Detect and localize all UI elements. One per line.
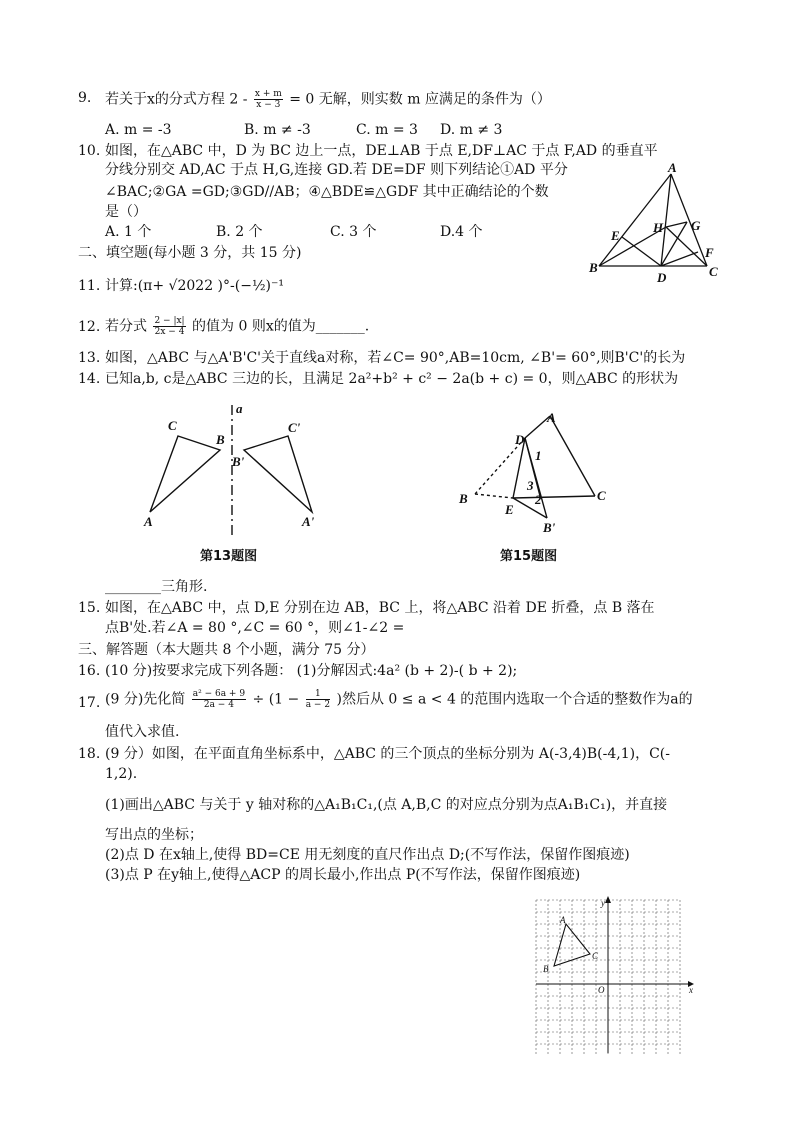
label-b-prime: B' <box>232 454 245 469</box>
question-10-figure <box>585 160 725 285</box>
question-17-fraction-2 <box>306 689 330 710</box>
question-13-text: 如图，△ABC 与△A'B'C'关于直线a对称，若∠C= 90°,AB=10cm, ∠B'= 60°,则B'C'的长为 <box>105 350 686 366</box>
fraction-denominator: 2x − 4 <box>154 327 185 337</box>
label-e: E <box>611 228 620 243</box>
label-c: C <box>709 264 718 279</box>
question-9-option-b: B. m ≠ -3 <box>244 122 311 138</box>
label-axis-a: a <box>236 401 243 416</box>
question-10-number: 10. <box>78 143 101 159</box>
label-f: F <box>705 245 714 260</box>
label-a: A <box>560 915 566 925</box>
fraction-denominator: a − 2 <box>305 700 331 710</box>
label-angle-1: 1 <box>535 448 542 463</box>
label-b: B <box>459 491 468 506</box>
question-9-text-a: 若关于x的分式方程 2 - <box>105 91 248 108</box>
label-b-prime: B' <box>543 520 556 535</box>
label-c: C <box>168 418 177 433</box>
question-13-number: 13. <box>78 350 101 366</box>
question-9-fraction <box>254 89 283 110</box>
label-origin: O <box>598 985 605 995</box>
fraction-numerator: 1 <box>306 689 330 700</box>
question-18-line-1: (9 分）如图，在平面直角坐标系中，△ABC 的三个顶点的坐标分别为 A(-3,4)B(-4,1)，C(- <box>105 746 670 762</box>
segment-de <box>513 438 525 498</box>
question-10-line-4: 是（） <box>105 204 147 220</box>
question-9-number: 9. <box>78 90 92 106</box>
triangle-a-prime-b-prime-c-prime <box>244 436 312 512</box>
question-9-option-d: D. m ≠ 3 <box>440 122 503 138</box>
question-15-number: 15. <box>78 600 101 616</box>
question-15-figure <box>455 408 625 538</box>
label-x-axis: x <box>689 985 693 995</box>
segment-be-dashed <box>475 494 513 498</box>
label-d: D <box>515 432 525 447</box>
question-10-line-1: 如图，在△ABC 中，D 为 BC 边上一点，DE⊥AB 于点 E,DF⊥AC 于点 F,AD 的垂直平 <box>105 143 658 159</box>
section-2-heading: 二、填空题(每小题 3 分，共 15 分) <box>78 245 302 261</box>
question-18-number: 18. <box>78 746 101 762</box>
label-c: C <box>597 488 606 503</box>
question-12-stem <box>105 316 369 337</box>
segment-ec <box>513 496 595 498</box>
question-9-text-b: = 0 无解，则实数 m 应满足的条件为（） <box>289 91 551 108</box>
label-c: C <box>592 951 599 961</box>
figure-13-caption: 第13题图 <box>200 549 258 564</box>
label-a-prime: A' <box>302 514 315 529</box>
question-10-option-b: B. 2 个 <box>216 224 263 240</box>
fraction-numerator: x + m <box>254 89 282 99</box>
question-10-option-d: D.4 个 <box>440 224 483 240</box>
question-18-part-2: (2)点 D 在x轴上,使得 BD=CE 用无刻度的直尺作出点 D;(不写作法，保留作图痕迹) <box>105 847 630 863</box>
question-18-line-2: 1,2). <box>105 766 138 782</box>
label-e: E <box>505 502 514 517</box>
question-9-option-c: C. m = 3 <box>356 122 418 138</box>
section-3-heading: 三、解答题（本大题共 8 个小题，满分 75 分） <box>78 642 375 658</box>
label-c-prime: C' <box>288 420 301 435</box>
question-18-grid-figure <box>530 895 700 1060</box>
fraction-numerator: 2 − |x| <box>154 316 185 326</box>
label-y-axis: y <box>601 898 605 908</box>
question-12-text-a: 若分式 <box>105 318 147 335</box>
question-17-text-c: )然后从 0 ≤ a < 4 的范围内选取一个合适的整数作为a的 <box>336 691 693 708</box>
question-12-fraction <box>153 316 185 337</box>
question-10-line-2: 分线分别交 AD,AC 于点 H,G,连接 GD.若 DE=DF 则下列结论①AD 平分 <box>105 162 568 178</box>
label-b: B <box>589 260 598 275</box>
question-17-stem <box>105 689 693 710</box>
label-a: A <box>668 160 677 175</box>
question-17-fraction-1 <box>192 689 246 710</box>
question-14-answer-blank: ________三角形. <box>105 579 208 595</box>
question-18-part-1a: (1)画出△ABC 与关于 y 轴对称的△A₁B₁C₁,(点 A,B,C 的对应点分别为点A₁B₁C₁)，并直接 <box>105 797 668 813</box>
label-d: D <box>657 270 667 285</box>
question-16-text: (10 分)按要求完成下列各题： (1)分解因式:4a² (b + 2)-( b + 2); <box>105 663 518 679</box>
question-9-stem <box>105 89 551 110</box>
question-18-part-3: (3)点 P 在y轴上,使得△ACP 的周长最小,作出点 P(不写作法，保留作图痕迹) <box>105 867 581 883</box>
question-17-number: 17. <box>78 695 101 711</box>
question-14-number: 14. <box>78 371 101 387</box>
question-10-option-c: C. 3 个 <box>330 224 377 240</box>
label-b: B <box>216 432 225 447</box>
question-17-line-2: 值代入求值. <box>105 724 180 740</box>
question-9-option-a: A. m = -3 <box>105 122 172 138</box>
question-11-text: 计算:(π+ √2022 )°-(−½)⁻¹ <box>105 278 284 294</box>
question-15-line-2: 点B'处.若∠A = 80 °,∠C = 60 °，则∠1-∠2 = <box>105 620 405 636</box>
question-10-line-3: ∠BAC;②GA =GD;③GD//AB；④△BDE≌△GDF 其中正确结论的个数 <box>105 184 549 200</box>
fraction-denominator: x − 3 <box>256 100 281 110</box>
label-a: A <box>547 410 556 425</box>
label-angle-3: 3 <box>527 478 534 493</box>
question-11-number: 11. <box>78 278 101 294</box>
y-axis-arrow-icon <box>605 896 611 903</box>
question-18-part-1b: 写出点的坐标； <box>105 827 203 843</box>
label-h: H <box>653 220 664 235</box>
fraction-denominator: 2a − 4 <box>203 700 234 710</box>
question-16-number: 16. <box>78 663 101 679</box>
segment-df <box>661 252 698 266</box>
question-12-text-b: 的值为 0 则x的值为_______. <box>192 318 370 335</box>
question-14-text: 已知a,b, c是△ABC 三边的长，且满足 2a²+b² + c² − 2a(b + c) = 0，则△ABC 的形状为 <box>105 371 679 387</box>
question-17-text-b: ÷ (1 − <box>252 691 300 708</box>
question-17-text-a: (9 分)先化简 <box>105 691 186 708</box>
triangle-abc <box>150 436 220 512</box>
label-angle-2: 2 <box>535 492 542 507</box>
label-b: B <box>543 964 549 974</box>
figure-15-caption: 第15题图 <box>500 549 558 564</box>
label-g: G <box>691 218 701 233</box>
question-15-line-1: 如图，在△ABC 中，点 D,E 分别在边 AB，BC 上，将△ABC 沿着 DE 折叠，点 B 落在 <box>105 600 655 616</box>
segment-ac <box>550 416 595 496</box>
segment-ac <box>671 174 707 266</box>
fraction-numerator: a² − 6a + 9 <box>192 689 246 699</box>
question-12-number: 12. <box>78 319 101 335</box>
question-13-figure <box>140 400 340 540</box>
label-a: A <box>144 514 153 529</box>
question-10-option-a: A. 1 个 <box>105 224 152 240</box>
